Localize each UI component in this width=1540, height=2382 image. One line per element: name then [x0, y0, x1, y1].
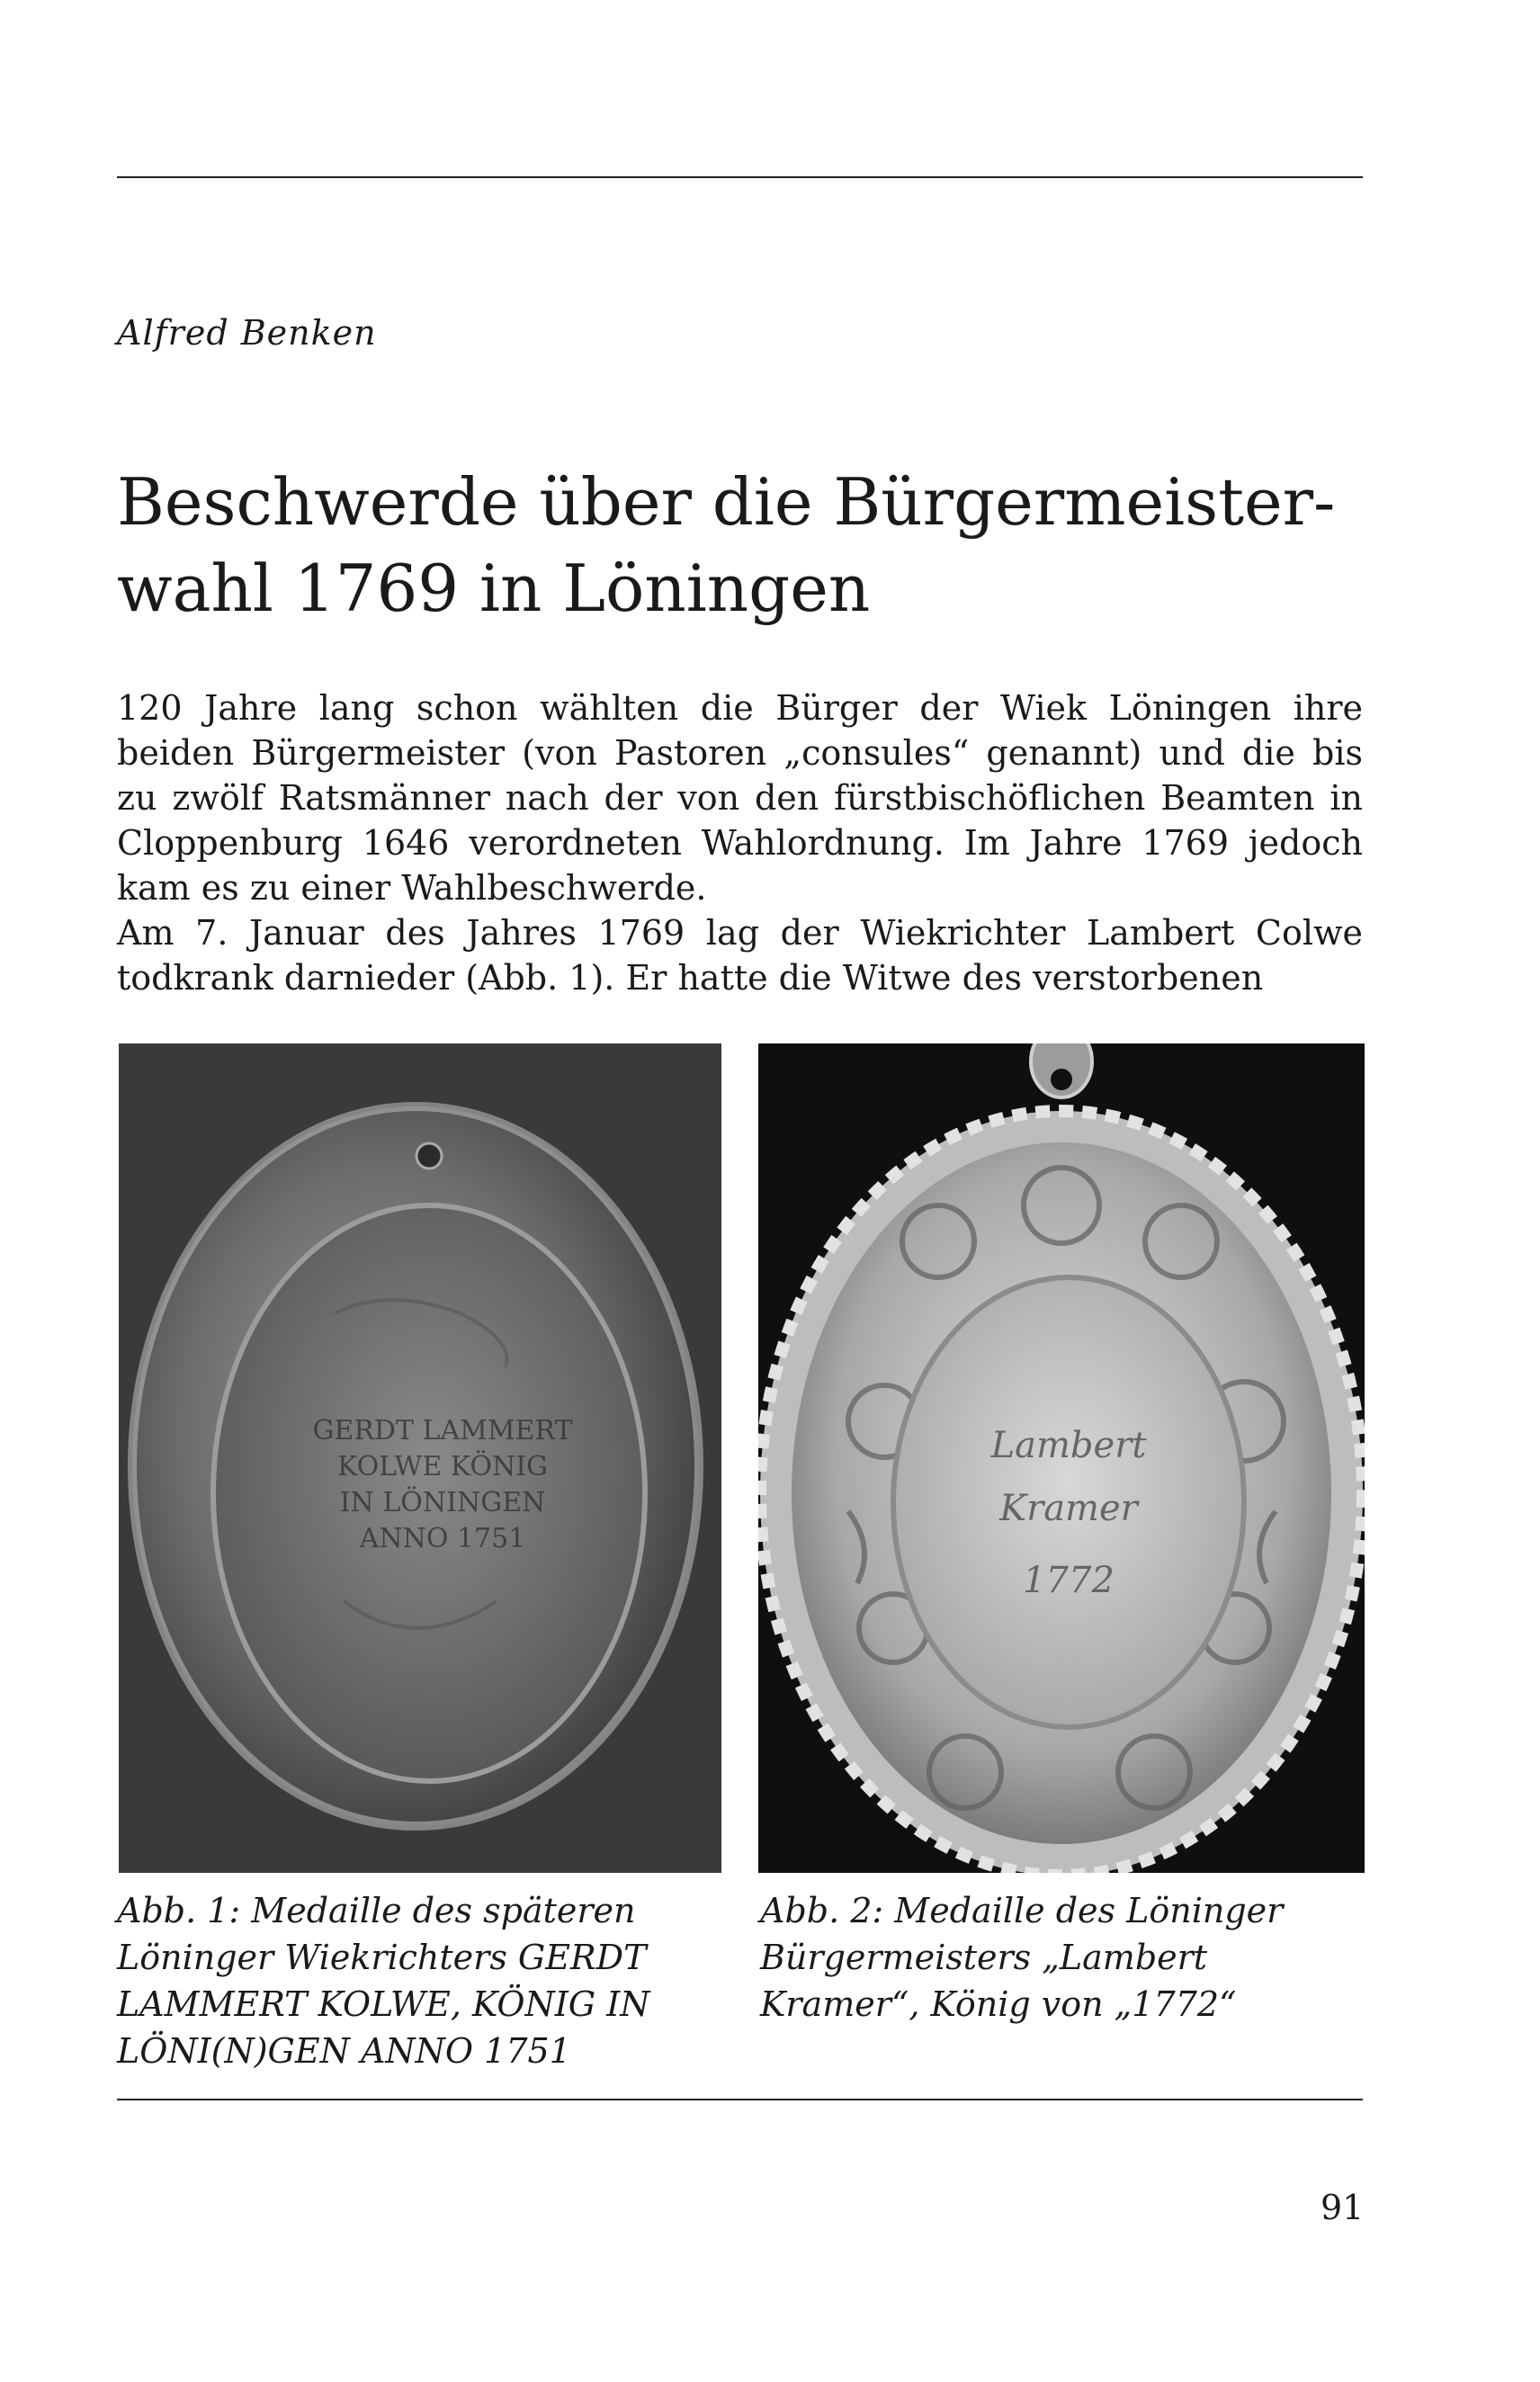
- fig1-inscription-line-3: IN LÖNINGEN: [339, 1487, 546, 1518]
- figure-2-caption: Abb. 2: Medaille des Löninger Bürgermeisters „Lambert Kramer“, König von „1772“: [760, 1891, 1284, 2024]
- fig2-inscription-line-3: 1772: [1023, 1560, 1115, 1601]
- title-line-2: wahl 1769 in Löningen: [117, 551, 871, 626]
- fig1-inscription-line-4: ANNO 1751: [359, 1523, 526, 1554]
- article-title: [117, 459, 1376, 631]
- article-body: [117, 685, 1363, 1000]
- header-rule: [117, 176, 1363, 178]
- page-number: 91: [1321, 2188, 1365, 2227]
- medal-plain-image: [119, 1043, 721, 1873]
- fig2-inscription-line-2: Kramer: [999, 1488, 1138, 1529]
- paragraph-1: 120 Jahre lang schon wählten die Bürger der Wiek Löningen ihre beiden Bürgermeister (von Pastoren „consules“ genannt) und die bis zu zwölf Ratsmänner nach der von den fürstbischöflichen Beamten in Cloppenburg 1646 verordneten Wahlordnung. Im Jahre 1769 jedoch kam es zu einer Wahlbeschwerde.: [117, 688, 1363, 908]
- figure-1-caption: Abb. 1: Medaille des späteren Löninger Wiekrichters GERDT LAMMERT KOLWE, KÖNIG IN LÖNI(N)GEN ANNO 1751: [117, 1891, 650, 2071]
- figure-2-photo: [758, 1043, 1365, 1873]
- paragraph-2: Am 7. Januar des Jahres 1769 lag der Wiekrichter Lambert Colwe todkrank darnieder (Abb. 1). Er hatte die Witwe des verstorbenen: [117, 913, 1363, 998]
- fig1-inscription-line-2: KOLWE KÖNIG: [336, 1451, 549, 1482]
- fig2-inscription-line-1: Lambert: [990, 1425, 1147, 1466]
- author-name: Alfred Benken: [117, 313, 377, 353]
- title-line-1: Beschwerde über die Bürgermeister-: [117, 464, 1336, 540]
- footer-rule: [117, 2099, 1363, 2100]
- fig1-inscription-line-1: GERDT LAMMERT: [312, 1415, 573, 1446]
- figure-1-photo: [119, 1043, 721, 1873]
- medal-ornate-image: [758, 1043, 1365, 1873]
